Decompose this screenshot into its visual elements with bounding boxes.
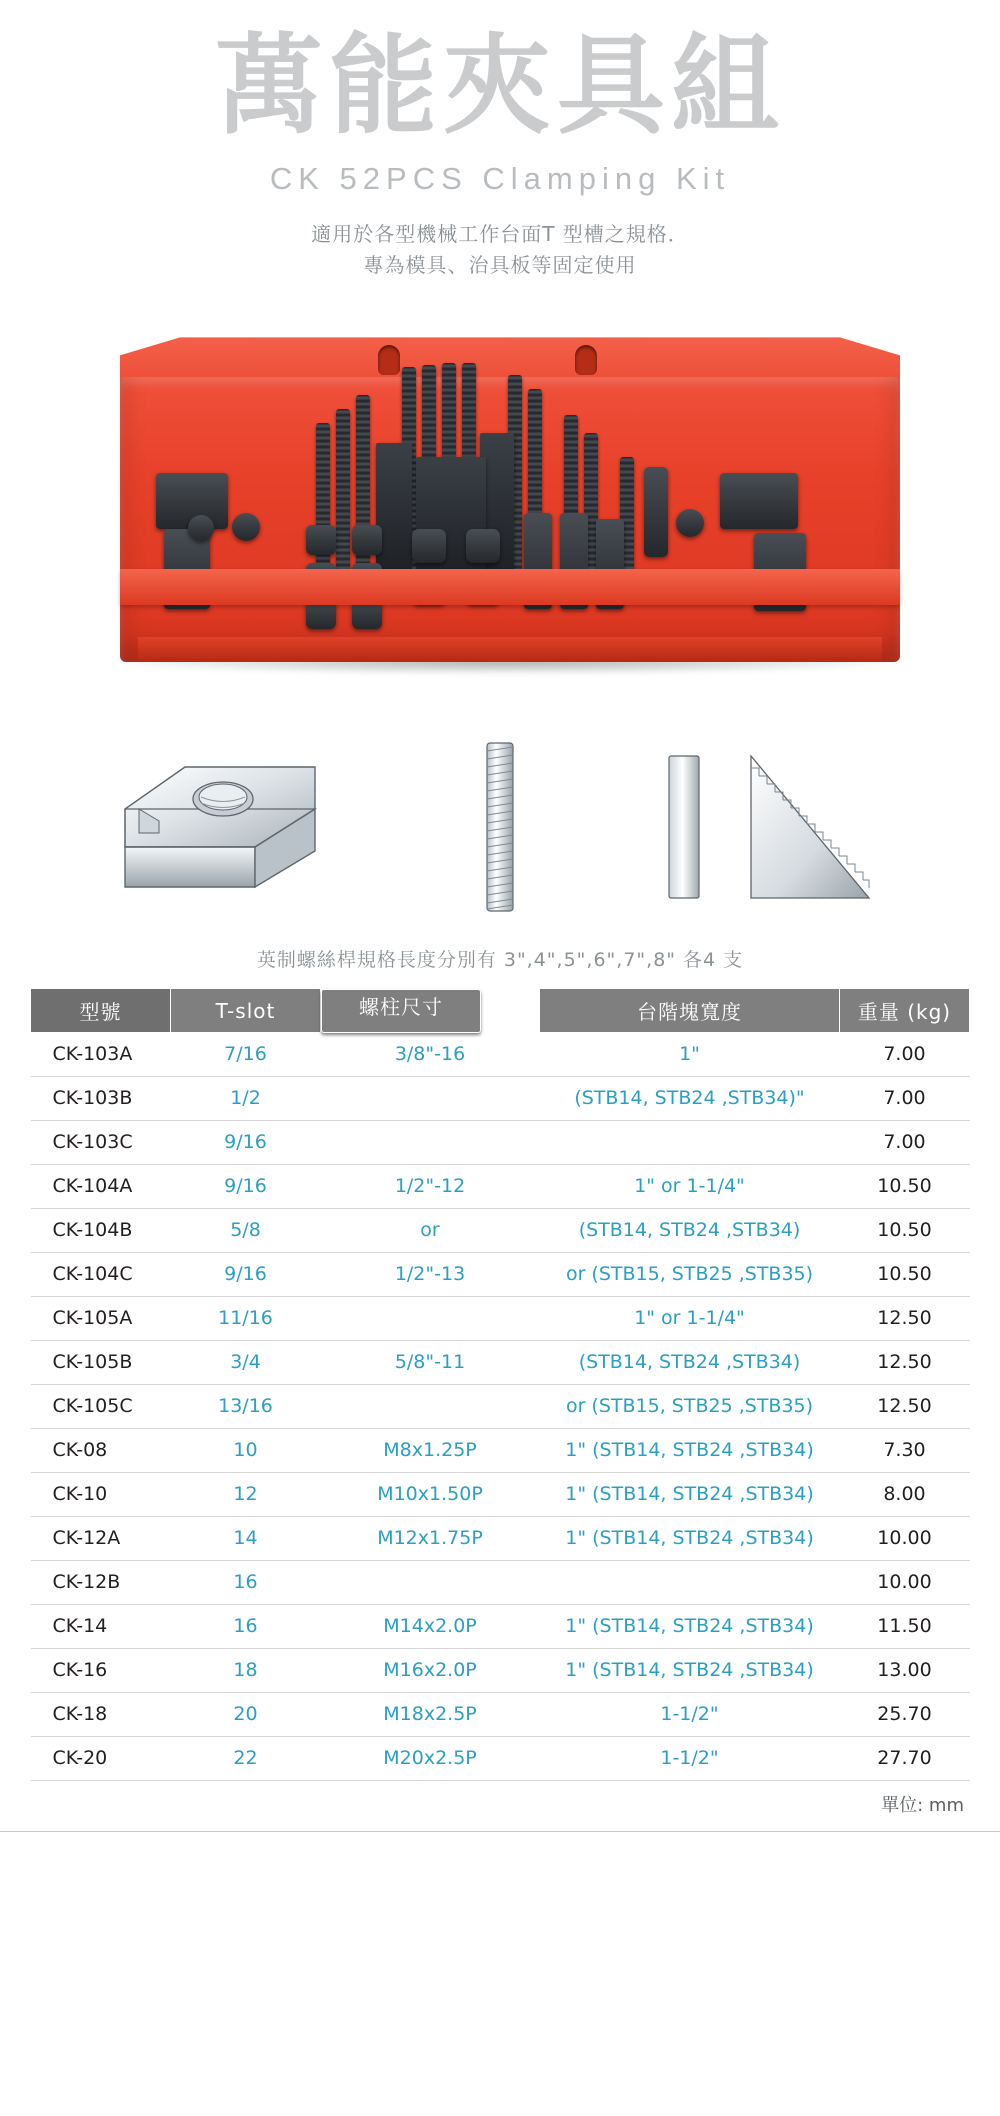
cell-weight: 25.70 <box>840 1693 970 1737</box>
cell-tslot: 9/16 <box>171 1121 321 1165</box>
hex-nut <box>306 525 336 555</box>
cell-step: (STB14, STB24 ,STB34) <box>540 1209 840 1253</box>
cell-weight: 10.00 <box>840 1517 970 1561</box>
cell-weight: 7.00 <box>840 1033 970 1077</box>
cell-stud: 1/2"-12 <box>321 1165 540 1209</box>
component-drawings <box>70 727 930 927</box>
stud-part <box>336 409 350 573</box>
page-subtitle: CK 52PCS Clamping Kit <box>269 161 731 197</box>
table-row <box>31 1605 970 1649</box>
step-block-drawing <box>655 742 885 912</box>
cell-tslot: 5/8 <box>171 1209 321 1253</box>
cell-weight: 10.00 <box>840 1561 970 1605</box>
cell-weight: 12.50 <box>840 1297 970 1341</box>
cell-tslot: 11/16 <box>171 1297 321 1341</box>
table-header-row <box>31 989 970 1033</box>
cell-step: or (STB15, STB25 ,STB35) <box>540 1385 840 1429</box>
t-nut-drawing <box>115 747 345 907</box>
cell-model: CK-18 <box>31 1693 171 1737</box>
table-row <box>31 1693 970 1737</box>
cell-step: 1-1/2" <box>540 1693 840 1737</box>
cell-tslot: 9/16 <box>171 1253 321 1297</box>
spec-table-wrap <box>30 988 970 1817</box>
product-photo <box>70 319 930 709</box>
cell-step: 1" (STB14, STB24 ,STB34) <box>540 1649 840 1693</box>
cell-tslot: 22 <box>171 1737 321 1781</box>
keyhole-icon <box>378 345 400 375</box>
cell-tslot: 3/4 <box>171 1341 321 1385</box>
red-tray <box>120 337 900 662</box>
cell-tslot: 7/16 <box>171 1033 321 1077</box>
cell-step: 1" (STB14, STB24 ,STB34) <box>540 1473 840 1517</box>
cell-tslot: 16 <box>171 1561 321 1605</box>
description-line-2: 專為模具、治具板等固定使用 <box>363 253 637 278</box>
t-nut <box>644 467 668 557</box>
threaded-stud-drawing <box>465 737 535 917</box>
cell-weight: 7.00 <box>840 1121 970 1165</box>
cell-model: CK-104B <box>31 1209 171 1253</box>
cell-stud <box>321 1077 540 1121</box>
cell-stud <box>321 1297 540 1341</box>
spec-table-body <box>31 1033 970 1781</box>
cell-step <box>540 1561 840 1605</box>
cell-weight: 12.50 <box>840 1341 970 1385</box>
cell-stud: 5/8"-11 <box>321 1341 540 1385</box>
spec-table <box>30 988 970 1781</box>
cell-step: 1" <box>540 1033 840 1077</box>
hex-nut <box>352 525 382 555</box>
cell-stud: 1/2"-13 <box>321 1253 540 1297</box>
table-row <box>31 1341 970 1385</box>
table-row <box>31 1473 970 1517</box>
unit-note: 單位: mm <box>881 1795 964 1817</box>
col-header-weight: 重量 (kg) <box>840 989 970 1033</box>
keyhole-icon <box>575 345 597 375</box>
cell-model: CK-12A <box>31 1517 171 1561</box>
cell-model: CK-20 <box>31 1737 171 1781</box>
cell-step: (STB14, STB24 ,STB34) <box>540 1341 840 1385</box>
hex-nut <box>466 529 500 563</box>
cell-tslot: 1/2 <box>171 1077 321 1121</box>
cell-weight: 12.50 <box>840 1385 970 1429</box>
table-row <box>31 1429 970 1473</box>
hex-nut <box>412 529 446 563</box>
cell-stud: M12x1.75P <box>321 1517 540 1561</box>
cell-stud <box>321 1385 540 1429</box>
cell-step: 1" (STB14, STB24 ,STB34) <box>540 1517 840 1561</box>
table-row <box>31 1561 970 1605</box>
cell-model: CK-08 <box>31 1429 171 1473</box>
table-row <box>31 1033 970 1077</box>
page-header <box>0 0 1000 281</box>
cell-model: CK-103A <box>31 1033 171 1077</box>
cell-model: CK-104A <box>31 1165 171 1209</box>
cell-stud <box>321 1561 540 1605</box>
col-header-step: 台階塊寬度 <box>540 989 840 1033</box>
stud-length-note: 英制螺絲桿規格長度分別有 3",4",5",6",7",8" 各4 支 <box>256 949 744 972</box>
cell-model: CK-103C <box>31 1121 171 1165</box>
cell-step: 1-1/2" <box>540 1737 840 1781</box>
cell-model: CK-10 <box>31 1473 171 1517</box>
table-row <box>31 1121 970 1165</box>
cell-weight: 11.50 <box>840 1605 970 1649</box>
cell-stud: M8x1.25P <box>321 1429 540 1473</box>
cell-weight: 10.50 <box>840 1253 970 1297</box>
table-row <box>31 1517 970 1561</box>
col-header-tslot: T-slot <box>171 989 321 1033</box>
cell-stud: M16x2.0P <box>321 1649 540 1693</box>
cell-weight: 13.00 <box>840 1649 970 1693</box>
cell-weight: 10.50 <box>840 1209 970 1253</box>
step-block <box>720 473 798 529</box>
table-row <box>31 1165 970 1209</box>
cell-step: (STB14, STB24 ,STB34)" <box>540 1077 840 1121</box>
cell-step: 1" or 1-1/4" <box>540 1297 840 1341</box>
cell-model: CK-12B <box>31 1561 171 1605</box>
cell-model: CK-16 <box>31 1649 171 1693</box>
cell-tslot: 18 <box>171 1649 321 1693</box>
cell-weight: 8.00 <box>840 1473 970 1517</box>
cell-stud: M20x2.5P <box>321 1737 540 1781</box>
cell-weight: 7.00 <box>840 1077 970 1121</box>
cell-tslot: 20 <box>171 1693 321 1737</box>
page-description <box>0 219 1000 281</box>
bottom-divider <box>0 1831 1000 1832</box>
cell-step <box>540 1121 840 1165</box>
cell-tslot: 9/16 <box>171 1165 321 1209</box>
tray-foot <box>138 637 882 661</box>
cell-model: CK-105C <box>31 1385 171 1429</box>
cell-step: or (STB15, STB25 ,STB35) <box>540 1253 840 1297</box>
cell-tslot: 12 <box>171 1473 321 1517</box>
cell-stud: 3/8"-16 <box>321 1033 540 1077</box>
cell-model: CK-104C <box>31 1253 171 1297</box>
cell-tslot: 16 <box>171 1605 321 1649</box>
cell-weight: 7.30 <box>840 1429 970 1473</box>
page-title: 萬能夾具組 <box>214 24 785 149</box>
cell-weight: 10.50 <box>840 1165 970 1209</box>
cell-model: CK-105A <box>31 1297 171 1341</box>
spec-table-head <box>31 989 970 1033</box>
cell-model: CK-14 <box>31 1605 171 1649</box>
table-row <box>31 1737 970 1781</box>
cell-stud: M14x2.0P <box>321 1605 540 1649</box>
table-row <box>31 1297 970 1341</box>
cell-model: CK-105B <box>31 1341 171 1385</box>
cell-stud: or <box>321 1209 540 1253</box>
cell-model: CK-103B <box>31 1077 171 1121</box>
cell-step: 1" (STB14, STB24 ,STB34) <box>540 1429 840 1473</box>
clamp-bar <box>376 443 412 575</box>
cell-tslot: 10 <box>171 1429 321 1473</box>
cell-stud: M10x1.50P <box>321 1473 540 1517</box>
table-row <box>31 1253 970 1297</box>
cell-tslot: 13/16 <box>171 1385 321 1429</box>
cell-tslot: 14 <box>171 1517 321 1561</box>
cell-stud: M18x2.5P <box>321 1693 540 1737</box>
cell-weight: 27.70 <box>840 1737 970 1781</box>
cell-step: 1" or 1-1/4" <box>540 1165 840 1209</box>
col-header-stud: 螺柱尺寸 <box>321 989 481 1033</box>
table-row <box>31 1649 970 1693</box>
col-header-model: 型號 <box>31 989 171 1033</box>
description-line-1: 適用於各型機械工作台面T 型槽之規格． <box>311 222 689 247</box>
table-row <box>31 1385 970 1429</box>
cell-step: 1" (STB14, STB24 ,STB34) <box>540 1605 840 1649</box>
cell-stud <box>321 1121 540 1165</box>
table-row <box>31 1077 970 1121</box>
table-row <box>31 1209 970 1253</box>
tray-front-lip <box>120 569 900 605</box>
